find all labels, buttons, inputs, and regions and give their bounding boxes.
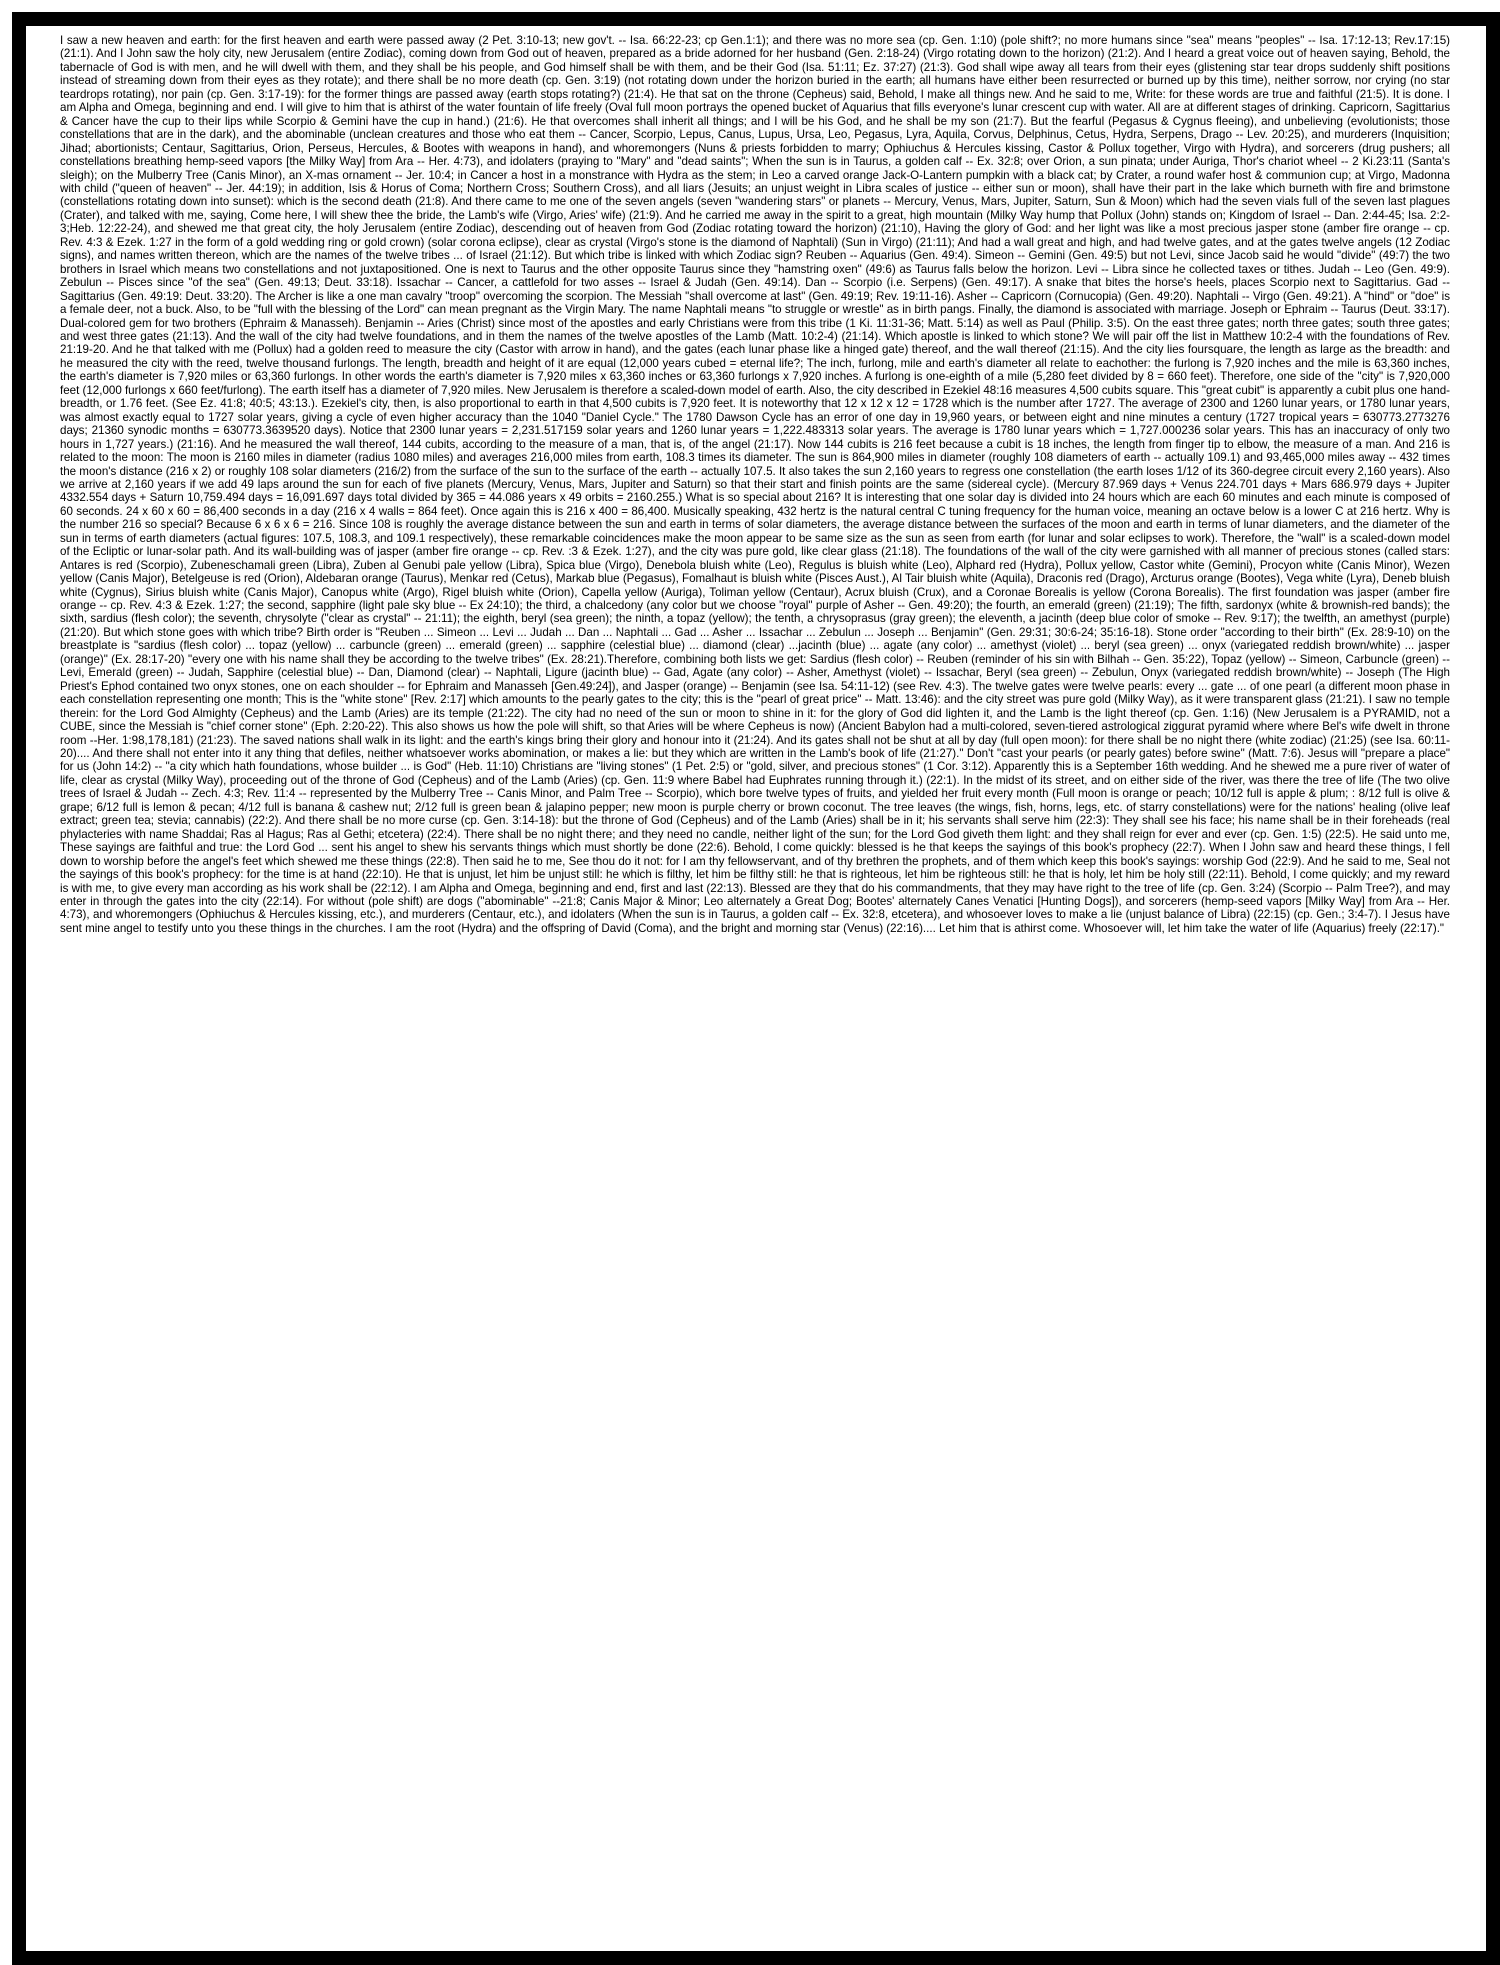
document-body-text: I saw a new heaven and earth: for the first heaven and earth were passed away (2 Pet. 3:10-13; new gov't. -- Isa. 66:22-23; cp Gen.1:1); and there was no more sea (cp. Gen. 1:10) (pole shift?; no more humans since "sea" means "peoples" -- Isa. 17:12-13; Rev.17:15) (21:1). And I John saw the holy city, new Jerusalem (entire Zodiac), coming down from God out of heaven, prepared as a bride adorned for her husband (Gen. 2:18-24) (Virgo rotating down to the horizon) (21:2). And I heard a great voice out of heaven saying, Behold, the tabernacle of God is with men, and he will dwell with them, and they shall be his people, and God himself shall be with them, and be their God (Isa. 51:11; Ez. 37:27) (21:3). God shall wipe away all tears from their eyes (glistening star tear drops suddenly shift positions instead of streaming down from their eyes as they rotate); and there shall be no more death (cp. Gen. 3:19) (not rotating down under the horizon buried in the earth; all humans have either been resurrected or burned up by this time), neither sorrow, nor crying (no star teardrops rotating), nor pain (cp. Gen. 3:17-19): for the former things are passed away (earth stops rotating?) (21:4). He that sat on the throne (Cepheus) said, Behold, I make all things new. And he said to me, Write: for these words are true and faithful (21:5). It is done. I am Alpha and Omega, beginning and end. I will give to him that is athirst of the water fountain of life freely (Oval full moon portrays the opened bucket of Aquarius that fills everyone's lunar crescent cup with water. All are at different stages of drinking. Capricorn, Sagittarius & Cancer have the cup to their lips while Scorpio & Gemini have the cup in hand.) (21:6). He that overcomes shall inherit all things; and I will be his God, and he shall be my son (21:7). But the fearful (Pegasus & Cygnus fleeing), and unbelieving (evolutionists; those constellations that are in the dark), and the abominable (unclean creatures and those who eat them -- Cancer, Scorpio, Lepus, Canus, Lupus, Ursa, Leo, Pegasus, Lyra, Aquila, Corvus, Delphinus, Cetus, Hydra, Serpens, Drago -- Lev. 20:25), and murderers (Inquisition; Jihad; abortionists; Centaur, Sagittarius, Orion, Perseus, Hercules, & Bootes with weapons in hand), and whoremongers (Nuns & priests forbidden to marry; Ophiuchus & Hercules kissing, Castor & Pollux together, Virgo with Hydra), and sorcerers (drug pushers; all constellations breathing hemp-seed vapors [the Milky Way] from Ara -- Her. 4:73), and idolaters (praying to "Mary" and "dead saints"; When the sun is in Taurus, a golden calf -- Ex. 32:8; over Orion, a sun pinata; under Auriga, Thor's chariot wheel -- 2 Ki.23:11 (Santa's sleigh); on the Mulberry Tree (Canis Minor), an X-mas ornament -- Jer. 10:4; in Cancer a host in a monstrance with Hydra as the stem; in Leo a carved orange Jack-O-Lantern pumpkin with a black cat; by Crater, a round wafer host & communion cup; at Virgo, Madonna with child ("queen of heaven" -- Jer. 44:19); in addition, Isis & Horus of Coma; Northern Cross; Southern Cross), and all liars (Jesuits; an unjust weight in Libra scales of justice -- either sun or moon), shall have their part in the lake which burneth with fire and brimstone (constellations rotating down into sunset): which is the second death (21:8). And there came to me one of the seven angels (seven "wandering stars" or planets -- Mercury, Venus, Mars, Jupiter, Saturn, Sun & Moon) which had the seven vials full of the seven last plagues (Crater), and talked with me, saying, Come here, I will shew thee the bride, the Lamb's wife (Virgo, Aries' wife) (21:9). And he carried me away in the spirit to a great, high mountain (Milky Way hump that Pollux (John) stands on; Kingdom of Israel -- Dan. 2:44-45; Isa. 2:2-3;Heb. 12:22-24), and shewed me that great city, the holy Jerusalem (entire Zodiac), descending out of heaven from God (Zodiac rotating toward the horizon) (21:10), Having the glory of God: and her light was like a most precious jasper stone (amber fire orange -- cp. Rev. 4:3 & Ezek. 1:27 in the form of a gold wedding ring or gold crown) (solar corona eclipse), clear as crystal (Virgo's stone is the diamond of Naphtali) (Sun in Virgo) (21:11); And had a wall great and high, and had twelve gates, and at the gates twelve angels (12 Zodiac signs), and names written thereon, which are the names of the twelve tribes ... of Israel (21:12). But which tribe is linked with which Zodiac sign? Reuben -- Aquarius (Gen. 49:4). Simeon -- Gemini (Gen. 49:5) but not Levi, since Jacob said he would "divide" (49:7) the two brothers in Israel which means two constellations and not juxtapositioned. One is next to Taurus and the other opposite Taurus since they "hamstring oxen" (49:6) as Taurus falls below the horizon. Levi -- Libra since he collected taxes or tithes. Judah -- Leo (Gen. 49:9). Zebulun -- Pisces since "of the sea" (Gen. 49:13; Deut. 33:18). Issachar -- Cancer, a cattlefold for two asses -- Israel & Judah (Gen. 49:14). Dan -- Scorpio (i.e. Serpens) (Gen. 49:17). A snake that bites the horse's heels, places Scorpio next to Sagittarius. Gad -- Sagittarius (Gen. 49:19: Deut. 33:20). The Archer is like a one man cavalry "troop" overcoming the scorpion. The Messiah "shall overcome at last" (Gen. 49:19; Rev. 19:11-16). Asher -- Capricorn (Cornucopia) (Gen. 49:20). Naphtali -- Virgo (Gen. 49:21). A "hind" or "doe" is a female deer, not a buck. Also, to be "full with the blessing of the Lord" can mean pregnant as the Virgin Mary. The name Naphtali means "to struggle or wrestle" as in birth pangs. Finally, the diamond is associated with marriage. Joseph or Ephraim -- Taurus (Deut. 33:17). Dual-colored gem for two brothers (Ephraim & Manasseh). Benjamin -- Aries (Christ) since most of the apostles and early Christians were from this tribe (1 Ki. 11:31-36; Matt. 5:14) as well as Paul (Philip. 3:5). On the east three gates; north three gates; south three gates; and west three gates (21:13). And the wall of the city had twelve foundations, and in them the names of the twelve apostles of the Lamb (Matt. 10:2-4) (21:14). Which apostle is linked to which stone? We will pair off the list in Matthew 10:2-4 with the foundations of Rev. 21:19-20. And he that talked with me (Pollux) had a golden reed to measure the city (Castor with arrow in hand), and the gates (each lunar phase like a hinged gate) thereof, and the wall thereof (21:15). And the city lies foursquare, the length as large as the breadth: and he measured the city with the reed, twelve thousand furlongs. The length, breadth and height of it are equal (12,000 years cubed = eternal life?; The inch, furlong, mile and earth's diameter all relate to eachother: the furlong is 7,920 inches and the mile is 63,360 inches, the earth's diameter is 7,920 miles or 63,360 furlongs. In other words the earth's diameter is 7,920 miles x 63,360 inches or 63,360 furlongs x 7,920 inches. A furlong is one-eighth of a mile (5,280 feet divided by 8 = 660 feet). Therefore, one side of the "city" is 7,920,000 feet (12,000 furlongs x 660 feet/furlong). The earth itself has a diameter of 7,920 miles. New Jerusalem is therefore a scaled-down model of earth. Also, the city described in Ezekiel 48:16 measures 4,500 cubits square. This "great cubit" is apparently a cubit plus one hand-breadth, or 1.76 feet. (See Ez. 41:8; 40:5; 43:13.). Ezekiel's city, then, is also proportional to earth in that 4,500 cubits is 7,920 feet. It is noteworthy that 12 x 12 x 12 = 1728 which is the number after 1727. The average of 2300 and 1260 lunar years, or 1780 lunar years, was almost exactly equal to 1727 solar years, giving a cycle of even higher accuracy than the 1040 "Daniel Cycle." The 1780 Dawson Cycle has an error of one day in 19,960 years, or between eight and nine minutes a century (1727 tropical years = 630773.2773276 days; 21360 synodic months = 630773.3639520 days). Notice that 2300 lunar years = 2,231.517159 solar years and 1260 lunar years = 1,222.483313 solar years. The average is 1780 lunar years which = 1,727.000236 solar years. This has an inaccuracy of only two hours in 1,727 years.) (21:16). And he measured the wall thereof, 144 cubits, according to the measure of a man, that is, of the angel (21:17). Now 144 cubits is 216 feet because a cubit is 18 inches, the length from finger tip to elbow, the measure of a man. And 216 is related to the moon: The moon is 2160 miles in diameter (radius 1080 miles) and averages 216,000 miles from earth, 108.3 times its diameter. The sun is 864,900 miles in diameter (roughly 108 diameters of earth -- actually 109.1) and 93,465,000 miles away -- 432 times the moon's distance (216 x 2) or roughly 108 solar diameters (216/2) from the surface of the sun to the surface of the earth -- actually 107.5. It also takes the sun 2,160 years to regress one constellation (the earth loses 1/12 of its 360-degree circuit every 2,160 years). Also we arrive at 2,160 years if we add 49 laps around the sun for each of five planets (Mercury, Venus, Mars, Jupiter and Saturn) so that their start and finish points are the same (sidereal cycle). (Mercury 87.969 days + Venus 224.701 days + Mars 686.979 days + Jupiter 4332.554 days + Saturn 10,759.494 days = 16,091.697 days total divided by 365 = 44.086 years x 49 orbits = 2160.255.) What is so special about 216? It is interesting that one solar day is divided into 24 hours which are each 60 minutes and each minute is composed of 60 seconds. 24 x 60 x 60 = 86,400 seconds in a day (216 x 4 walls = 864 feet). Once again this is 216 x 400 = 86,400. Musically speaking, 432 hertz is the natural central C tuning frequency for the human voice, meaning an octave below is a lower C at 216 hertz. Why is the number 216 so special? Because 6 x 6 x 6 = 216. Since 108 is roughly the average distance between the sun and earth in terms of solar diameters, the average distance between the surfaces of the moon and earth in terms of lunar diameters, and the diameter of the sun in terms of earth diameters (actual figures: 107.5, 108.3, and 109.1 respectively), these remarkable coincidences make the moon appear to be same size as the sun as seen from earth (for lunar and solar eclipses to work). Therefore, the "wall" is a scaled-down model of the Ecliptic or lunar-solar path. And its wall-building was of jasper (amber fire orange -- cp. Rev. :3 & Ezek. 1:27), and the city was pure gold, like clear glass (21:18). The foundations of the wall of the city were garnished with all manner of precious stones (called stars: Antares is red (Scorpio), Zubeneschamali green (Libra), Zuben al Genubi pale yellow (Libra), Spica blue (Virgo), Denebola bluish white (Leo), Regulus is bluish white (Leo), Alphard red (Hydra), Pollux yellow, Castor white (Gemini), Procyon white (Canis Minor), Wezen yellow (Canis Major), Betelgeuse is red (Orion), Aldebaran orange (Taurus), Menkar red (Cetus), Markab blue (Pegasus), Fomalhaut is bluish white (Pisces Aust.), Al Tair bluish white (Aquila), Draconis red (Drago), Arcturus orange (Bootes), Vega white (Lyra), Deneb bluish white (Cygnus), Sirius bluish white (Canis Major), Canopus white (Argo), Rigel bluish white (Orion), Capella yellow (Auriga), Toliman yellow (Centaur), Acrux bluish (Crux), and a Coronae Borealis is yellow (Corona Borealis). The first foundation was jasper (amber fire orange -- cp. Rev. 4:3 & Ezek. 1:27; the second, sapphire (light pale sky blue -- Ex 24:10); the third, a chalcedony (any color but we choose "royal" purple of Asher -- Gen. 49:20); the fourth, an emerald (green) (21:19); The fifth, sardonyx (white & brownish-red bands); the sixth, sardius (flesh color); the seventh, chrysolyte ("clear as crystal" -- 21:11); the eighth, beryl (sea green); the ninth, a topaz (yellow); the tenth, a chrysoprasus (gray green); the eleventh, a jacinth (deep blue color of smoke -- Rev. 9:17); the twelfth, an amethyst (purple) (21:20). But which stone goes with which tribe? Birth order is "Reuben ... Simeon ... Levi ... Judah ... Dan ... Naphtali ... Gad ... Asher ... Issachar ... Zebulun ... Joseph ... Benjamin" (Gen. 29:31; 30:6-24; 35:16-18). Stone order "according to their birth" (Ex. 28:9-10) on the breastplate is "sardius (flesh color) ... topaz (yellow) ... carbuncle (green) ... emerald (green) ... sapphire (celestial blue) ... diamond (clear) ...jacinth (blue) ... agate (any color) ... amethyst (violet) ... beryl (sea green) ... onyx (variegated reddish brown/white) ... jasper (orange)" (Ex. 28:17-20) "every one with his name shall they be according to the twelve tribes" (Ex. 28:21).Therefore, combining both lists we get: Sardius (flesh color) -- Reuben (reminder of his sin with Bilhah -- Gen. 35:22), Topaz (yellow) -- Simeon, Carbuncle (green) -- Levi, Emerald (green) -- Judah, Sapphire (celestial blue) -- Dan, Diamond (clear) -- Naphtali, Ligure (jacinth blue) -- Gad, Agate (any color) -- Asher, Amethyst (violet) -- Issachar, Beryl (sea green) -- Zebulun, Onyx (variegated reddish brown/white) -- Joseph (The High Priest's Ephod contained two onyx stones, one on each shoulder -- for Ephraim and Manasseh [Gen.49:24]), and Jasper (orange) -- Benjamin (see Isa. 54:11-12) (see Rev. 4:3). The twelve gates were twelve pearls: every ... gate ... of one pearl (a different moon phase in each constellation representing one month; This is the "white stone" [Rev. 2:17] which amounts to the pearly gates to the city; this is the "pearl of great price" -- Matt. 13:46): and the city street was pure gold (Milky Way), as it were transparent glass (21:21). I saw no temple therein: for the Lord God Almighty (Cepheus) and the Lamb (Aries) are its temple (21:22). The city had no need of the sun or moon to shine in it: for the glory of God did lighten it, and the Lamb is the light thereof (cp. Gen. 1:16) (New Jerusalem is a PYRAMID, not a CUBE, since the Messiah is "chief corner stone" (Eph. 2:20-22). This also shows us how the pole will shift, so that Aries will be where Cepheus is now) (Ancient Babylon had a multi-colored, seven-tiered astrological ziggurat pyramid where where Bel's wife dwelt in throne room --Her. 1:98,178,181) (21:23). The saved nations shall walk in its light: and the earth's kings bring their glory and honour into it (21:24). And its gates shall not be shut at all by day (full open moon): for there shall be no night there (white zodiac) (21:25) (see Isa. 60:11-20).... And there shall not enter into it any thing that defiles, neither whatsoever works abomination, or makes a lie: but they which are written in the Lamb's book of life (21:27)." Don't "cast your pearls (or pearly gates) before swine" (Matt. 7:6). Jesus will "prepare a place" for us (John 14:2) -- "a city which hath foundations, whose builder ... is God" (Heb. 11:10) Christians are "living stones" (1 Pet. 2:5) or "gold, silver, and precious stones" (1 Cor. 3:12). Apparently this is a September 16th wedding. And he shewed me a pure river of water of life, clear as crystal (Milky Way), proceeding out of the throne of God (Cepheus) and of the Lamb (Aries) (cp. Gen. 11:9 where Babel had Euphrates running through it.) (22:1). In the midst of its street, and on either side of the river, was there the tree of life (The two olive trees of Israel & Judah -- Zech. 4:3; Rev. 11:4 -- represented by the Mulberry Tree -- Canis Minor, and Palm Tree -- Scorpio), which bore twelve types of fruits, and yielded her fruit every month (Full moon is orange or peach; 10/12 full is apple & plum; : 8/12 full is olive & grape; 6/12 full is lemon & pecan; 4/12 full is banana & cashew nut; 2/12 full is green bean & jalapino pepper; new moon is purple cherry or brown coconut. The tree leaves (the wings, fish, horns, legs, etc. of starry constellations) were for the nations' healing (olive leaf extract; green tea; stevia; cannabis) (22:2). And there shall be no more curse (cp. Gen. 3:14-18): but the throne of God (Cepheus) and of the Lamb (Aries) shall be in it; his servants shall serve him (22:3): They shall see his face; his name shall be in their foreheads (real phylacteries with name Shaddai; Ras al Hagus; Ras al Gethi; etcetera) (22:4). There shall be no night there; and they need no candle, neither light of the sun; for the Lord God giveth them light: and they shall reign for ever and ever (cp. Gen. 1:5) (22:5). He said unto me, These sayings are faithful and true: the Lord God ... sent his angel to shew his servants things which must shortly be done (22:6). Behold, I come quickly: blessed is he that keeps the sayings of this book's prophecy (22:7). When I John saw and heard these things, I fell down to worship before the angel's feet which shewed me these things (22:8). Then said he to me, See thou do it not: for I am thy fellowservant, and of thy brethren the prophets, and of them which keep this book's sayings: worship God (22:9). And he said to me, Seal not the sayings of this book's prophecy: for the time is at hand (22:10). He that is unjust, let him be unjust still: he which is filthy, let him be filthy still: he that is righteous, let him be righteous still: he that is holy, let him be holy still (22:11). Behold, I come quickly; and my reward is with me, to give every man according as his work shall be (22:12). I am Alpha and Omega, beginning and end, first and last (22:13). Blessed are they that do his commandments, that they may have right to the tree of life (cp. Gen. 3:24) (Scorpio -- Palm Tree?), and may enter in through the gates into the city (22:14). For without (pole shift) are dogs ("abominable" --21:8; Canis Major & Minor; Leo alternately a Great Dog; Bootes' alternately Canes Venatici [Hunting Dogs]), and sorcerers (hemp-seed vapors [Milky Way] from Ara -- Her. 4:73), and whoremongers (Ophiuchus & Hercules kissing, etc.), and murderers (Centaur, etc.), and idolaters (When the sun is in Taurus, a golden calf -- Ex. 32:8, etcetera), and whosoever loves to make a lie (unjust balance of Libra) (22:15) (cp. Gen.; 3:4-7). I Jesus have sent mine angel to testify unto you these things in the churches. I am the root (Hydra) and the offspring of David (Coma), and the bright and morning star (Venus) (22:16).... Let him that is athirst come. Whosoever will, let him take the water of life (Aquarius) freely (22:17)." [60, 34, 1450, 935]
